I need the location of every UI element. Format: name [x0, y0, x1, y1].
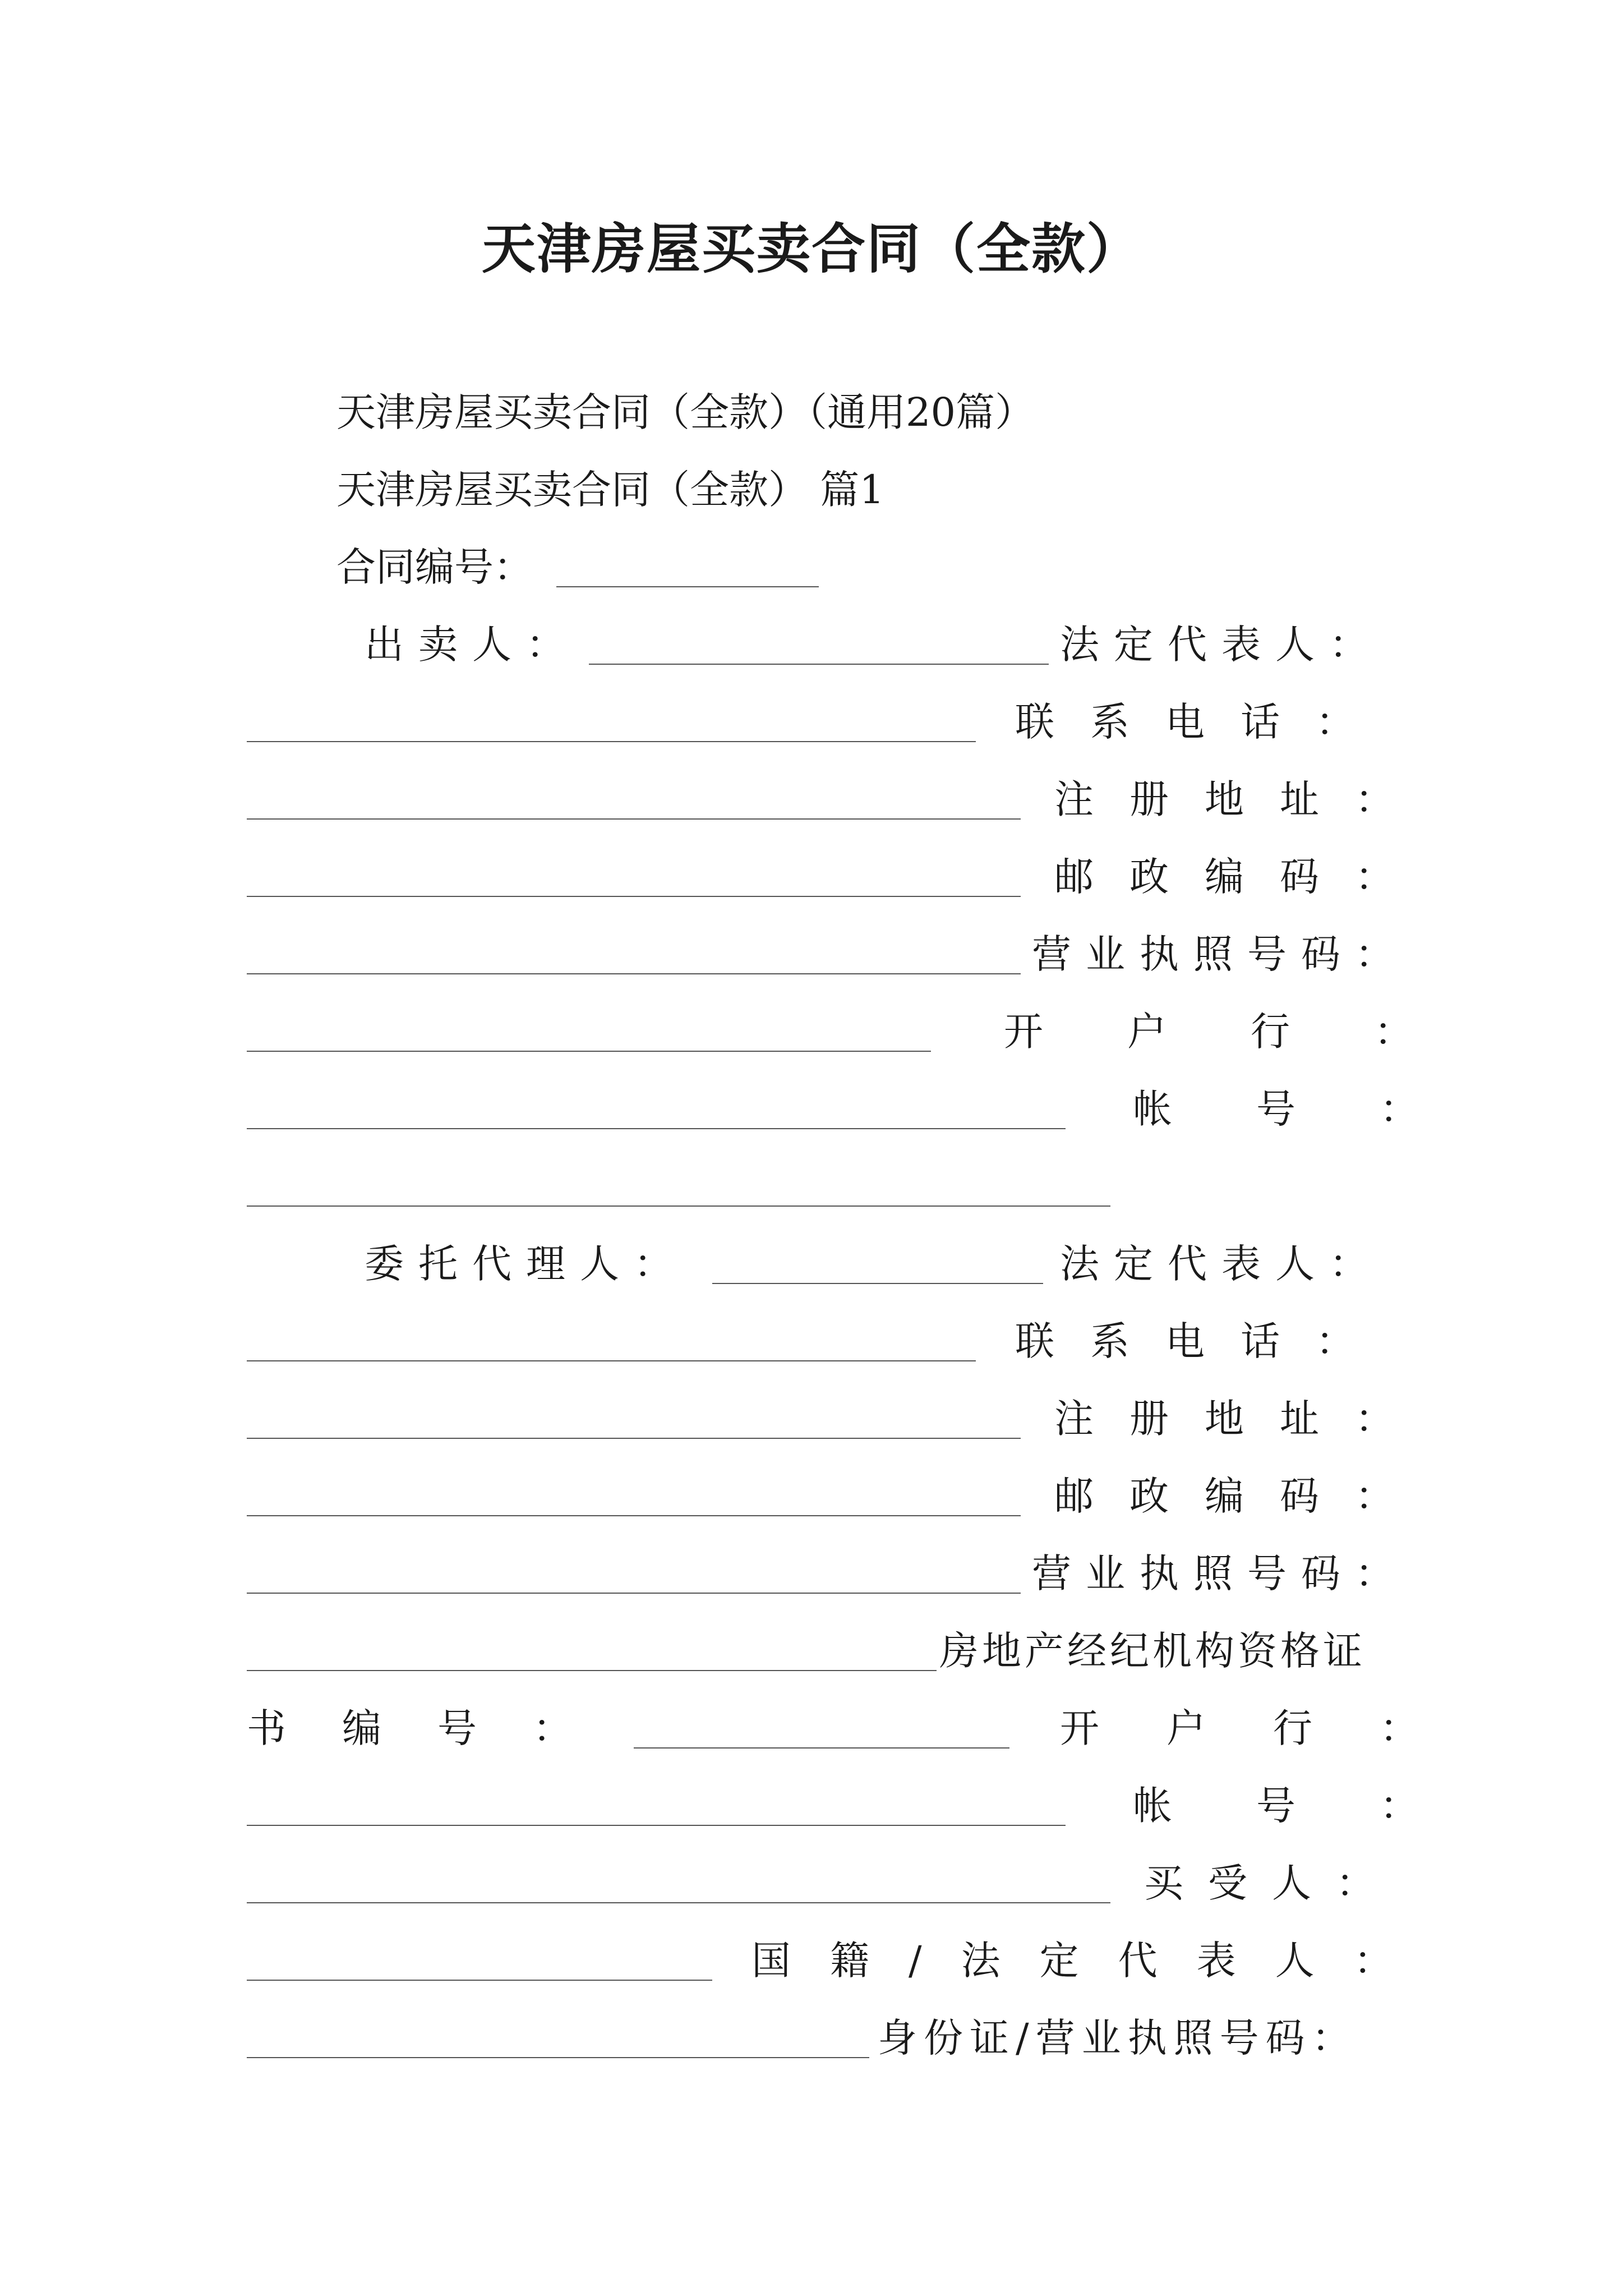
line-seller-account [247, 1075, 1503, 1153]
seller-license-label: 营业执照号码： [1032, 931, 1409, 977]
agent-bank-blank[interactable] [247, 1825, 1066, 1826]
agent-legal-rep-label: 法定代表人： [1060, 1241, 1383, 1287]
seller-bank-label: 开户行： [1004, 1009, 1497, 1055]
buyer-nationality-label: 国籍/法定代表人： [751, 1938, 1432, 1984]
line-agent-phone [247, 1308, 1391, 1385]
line-contract-no [247, 533, 1391, 611]
document-title: 天津房屋买卖合同（全款） [482, 217, 1141, 280]
buyer-label: 买受人： [1144, 1860, 1400, 1906]
agent-license-blank[interactable] [247, 1670, 937, 1671]
seller-phone-blank[interactable] [247, 818, 1021, 820]
seller-postcode-label: 邮政编码： [1054, 854, 1430, 900]
buyer-nationality-blank[interactable] [247, 2057, 869, 2058]
seller-legal-rep-blank[interactable] [247, 741, 976, 742]
agent-blank[interactable] [712, 1283, 1043, 1284]
agent-license-label: 营业执照号码： [1032, 1550, 1409, 1596]
seller-account-label: 帐号： [1133, 1086, 1503, 1132]
agent-bank-label: 开户行： [1060, 1705, 1486, 1751]
line-agent-postcode [247, 1462, 1430, 1540]
seller-postcode-blank[interactable] [247, 973, 1021, 974]
seller-blank[interactable] [589, 664, 1049, 665]
line-buyer-nationality [247, 1927, 1432, 2004]
agent-account-blank[interactable] [247, 1902, 1110, 1903]
agent-phone-label: 联系电话： [1015, 1318, 1391, 1364]
seller-address-blank[interactable] [247, 896, 1021, 897]
buyer-blank[interactable] [247, 1980, 712, 1981]
agent-account-label: 帐号： [1133, 1783, 1503, 1829]
seller-phone-label: 联系电话： [1015, 699, 1391, 745]
agent-phone-blank[interactable] [247, 1438, 1021, 1439]
collection-title: 天津房屋买卖合同（全款）（通用20篇） [336, 389, 1035, 435]
seller-address-label: 注册地址： [1054, 776, 1430, 822]
line-agent-cert-bank [247, 1695, 1486, 1772]
agent-cert-blank[interactable] [634, 1747, 1009, 1749]
line-seller-bank [247, 998, 1497, 1075]
line-buyer [247, 1849, 1400, 1927]
agent-postcode-blank[interactable] [247, 1593, 1021, 1594]
agent-cert-label-line2: 书编号： [247, 1705, 628, 1751]
line-seller-phone [247, 688, 1391, 766]
agent-legal-rep-blank[interactable] [247, 1360, 976, 1361]
line-agent-address [247, 1385, 1430, 1462]
article-title: 天津房屋买卖合同（全款） 篇1 [336, 467, 884, 513]
agent-address-label: 注册地址： [1054, 1396, 1430, 1442]
agent-address-blank[interactable] [247, 1515, 1021, 1516]
contract-no-blank[interactable] [556, 586, 819, 587]
line-article-title [247, 456, 1391, 533]
line-seller-license [247, 921, 1409, 998]
agent-label: 委托代理人： [365, 1241, 688, 1287]
seller-account-blank[interactable] [247, 1205, 1110, 1207]
agent-cert-label-line1: 房地产经纪机构资格证 [939, 1628, 1366, 1674]
line-collection-title [247, 379, 1391, 456]
agent-postcode-label: 邮政编码： [1054, 1473, 1430, 1519]
seller-license-blank[interactable] [247, 1051, 931, 1052]
line-seller [247, 611, 1391, 688]
line-agent-cert [247, 1617, 1391, 1695]
line-agent [247, 1230, 1391, 1308]
line-seller-address [247, 766, 1430, 843]
seller-label: 出卖人： [365, 622, 580, 668]
seller-bank-blank[interactable] [247, 1128, 1066, 1129]
seller-legal-rep-label: 法定代表人： [1060, 622, 1383, 668]
line-seller-postcode [247, 843, 1430, 921]
line-buyer-id [247, 2004, 1391, 2082]
line-seller-account-blank [247, 1153, 1391, 1230]
buyer-id-label: 身份证/营业执照号码： [878, 2015, 1358, 2061]
contract-no-label: 合同编号： [336, 544, 533, 590]
line-agent-license [247, 1540, 1409, 1617]
line-agent-account [247, 1772, 1503, 1849]
